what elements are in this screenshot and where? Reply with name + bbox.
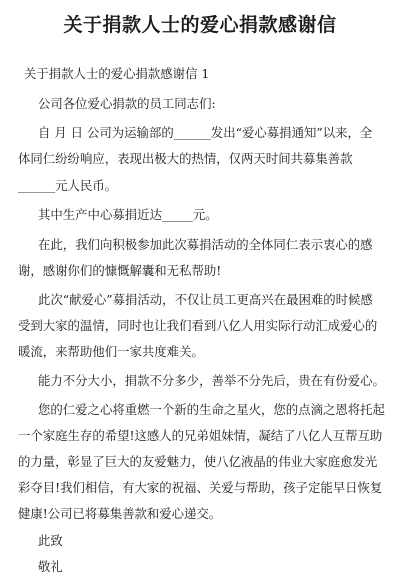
paragraph-3-line-2: 谢，感谢你们的慷慨解囊和无私帮助! — [18, 263, 222, 278]
paragraph-4-line-1: 此次“献爱心”募捐活动，不仅让员工更高兴在最困难的时候感 — [38, 292, 373, 307]
closing-line-1: 此致 — [38, 533, 63, 548]
paragraph-1-line-1: 自 月 日 公司为运输部的______发出“爱心募捐通知”以来，全 — [38, 125, 373, 140]
paragraph-4-line-3: 暖流，来帮助他们一家共度难关。 — [18, 344, 204, 359]
paragraph-6-line-5: 健康!公司已将募集善款和爱心递交。 — [18, 506, 222, 521]
document-subtitle: 关于捐款人士的爱心捐款感谢信 1 — [24, 66, 210, 81]
paragraph-6-line-2: 一个家庭生存的希望!这感人的兄弟姐妹情，凝结了八亿人互帮互助 — [18, 428, 383, 443]
paragraph-6-line-4: 彩夺目!我们相信，有大家的祝福、关爱与帮助，孩子定能早日恢复 — [18, 480, 383, 495]
paragraph-4-line-2: 受到大家的温情，同时也让我们看到八亿人用实际行动汇成爱心的 — [18, 318, 378, 333]
paragraph-6-line-3: 的力量，彰显了巨大的友爱魅力，使八亿液晶的伟业大家庭愈发光 — [18, 454, 378, 469]
paragraph-6-line-1: 您的仁爱之心将重燃一个新的生命之星火，您的点滴之恩将托起 — [38, 402, 385, 417]
paragraph-5-line-1: 能力不分大小，捐款不分多少，善举不分先后，贵在有份爱心。 — [38, 373, 385, 388]
closing-line-2: 敬礼 — [38, 559, 63, 574]
paragraph-3-line-1: 在此，我们向积极参加此次募捐活动的全体同仁表示衷心的感 — [38, 237, 373, 252]
paragraph-1-line-2: 体同仁纷纷响应，表现出极大的热情，仅两天时间共募集善款 — [18, 151, 353, 166]
document-title: 关于捐款人士的爱心捐款感谢信 — [63, 14, 337, 36]
paragraph-2-line-1: 其中生产中心募捐近达_____元。 — [38, 207, 218, 222]
paragraph-1-line-3: ______元人民币。 — [18, 178, 118, 193]
salutation-line: 公司各位爱心捐款的员工同志们: — [38, 96, 216, 111]
